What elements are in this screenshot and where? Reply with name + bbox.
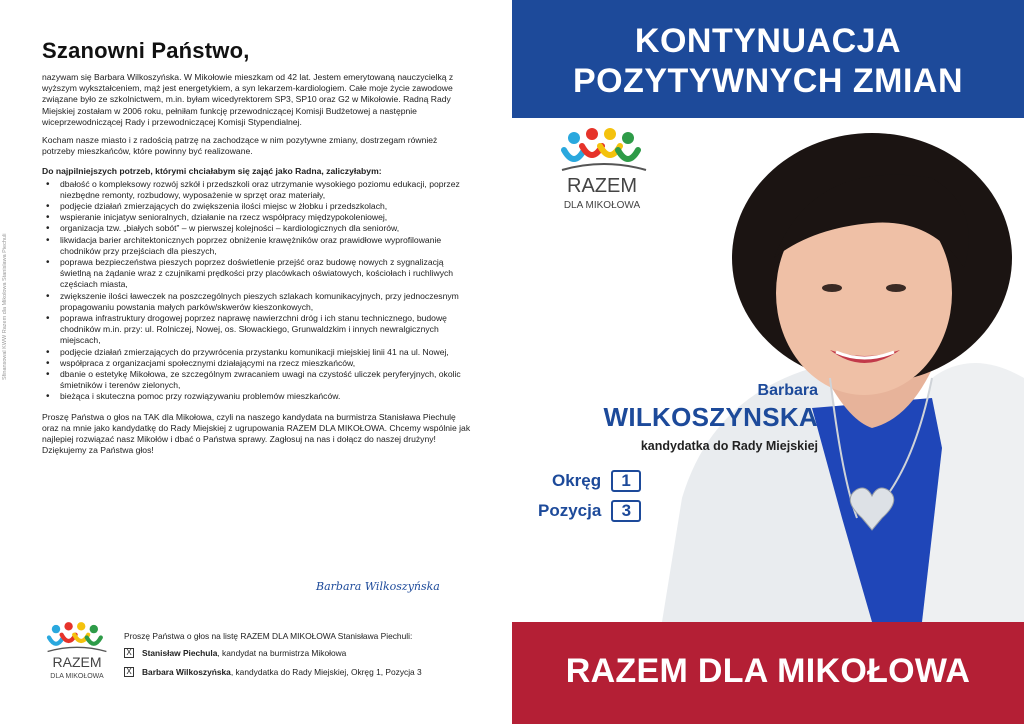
district-label: Okręg xyxy=(552,471,602,490)
vote-intro: Proszę Państwa o głos na listę RAZEM DLA MIKOŁOWA Stanisława Piechuli: xyxy=(124,631,413,641)
logo-word: RAZEM xyxy=(567,175,637,197)
district-number: 1 xyxy=(611,470,641,492)
cover-page xyxy=(512,0,1024,724)
razem-logo xyxy=(552,128,652,218)
vote-row-mayor xyxy=(124,648,346,658)
side-note: Sfinansowal KWW Razem dla Mikolowa Stanislawa Piechuli xyxy=(2,233,8,380)
letter-greeting: Szanowni Państwo, xyxy=(42,38,250,63)
signature: Barbara Wilkoszyńska xyxy=(316,580,440,593)
header-band xyxy=(512,0,1024,118)
district-block xyxy=(552,470,641,492)
position-number: 3 xyxy=(611,500,641,522)
logo-sub: DLA MIKOŁOWA xyxy=(50,673,104,681)
list-item: • likwidacja barier architektonicznych poprzez obniżenie krawężników oraz prawidłowe wyprofilowanie chodników przy przejściach dla pieszych, xyxy=(42,235,472,257)
list-item: • dbanie o estetykę Mikołowa, ze szczególnym zwracaniem uwagi na czystość uliczek peryferyjnych, okolic śmietników i terenów zielonych, xyxy=(42,369,472,391)
checkbox-mark: X xyxy=(124,648,134,658)
list-item: • dbałość o kompleksowy rozwój szkół i przedszkoli oraz utrzymanie wysokiego poziomu edukacji, poprzez niezbędne remonty, rozbudowy, wyposażenie w sprzęt oraz materiały, xyxy=(42,179,472,201)
candidate-first-name: Barbara xyxy=(757,382,818,399)
vote-row-council xyxy=(124,667,422,677)
vote-name: Barbara Wilkoszyńska xyxy=(142,667,231,677)
list-item: • bieżąca i skuteczna pomoc przy rozwiązywaniu problemów mieszkańców. xyxy=(42,391,472,402)
vote-desc: , kandydatka do Rady Miejskiej, Okręg 1, Pozycja 3 xyxy=(230,667,422,677)
list-item: • organizacja tzw. „białych sobót” – w pierwszej kolejności – kardiologicznych dla seniorów, xyxy=(42,223,472,234)
list-item: • podjęcie działań zmierzających do zwiększenia ilości miejsc w żłobku i przedszkolach, xyxy=(42,201,472,212)
candidate-block xyxy=(604,382,818,453)
list-item: • podjęcie działań zmierzających do przywrócenia przystanku komunikacji miejskiej linii 41 na ul. Nowej, xyxy=(42,347,472,358)
letter-paragraph: Kocham nasze miasto i z radością patrzę na zachodzące w nim pozytywne zmiany, dostrzegam również potrzeby mieszkańców, które powinny być realizowane. xyxy=(42,135,438,157)
position-label: Pozycja xyxy=(538,501,602,520)
list-item: • poprawa infrastruktury drogowej poprzez naprawę nawierzchni dróg i ich stanu technicznego, budowę chodników m.in. przy: ul. Rolniczej, Nowej, os. Słowackiego, Grunwaldzkim i innych newralgicznych miejscach, xyxy=(42,313,472,347)
logo-word: RAZEM xyxy=(52,653,102,670)
header-line-1: KONTYNUACJA xyxy=(634,22,902,60)
letter-intro: nazywam się Barbara Wilkoszyńska. W Mikołowie mieszkam od 42 lat. Jestem emerytowaną nauczycielką z wyższym wykształceniem, mąż jest energetykiem, a syn lekarzem-kardiologiem. Całe moje życie zawodowe związane było ze szkolnictwem, m.in. byłam wicedyrektorem SP3, SP10 oraz G2 w Mikołowie. Radną Rady Miejskiej zostałam w 2006 roku, pełniłam funkcję przewodniczącej Komisji Budżetowej a następnie wiceprzewodniczącej Rady i przewodniczącej Komisji Stypendialnej. xyxy=(42,72,454,127)
footer-band xyxy=(512,622,1024,724)
vote-desc: , kandydat na burmistrza Mikołowa xyxy=(217,648,347,658)
list-item: • poprawa bezpieczeństwa pieszych poprzez doświetlenie przejść oraz budowę nowych z sygnalizacją świetlną na żądanie wraz z czujnikami prędkości przy placówkach oświatowych, kościołach i ruchliwych częściach miasta, xyxy=(42,257,472,291)
needs-heading: Do najpilniejszych potrzeb, którymi chciałabym się zająć jako Radna, zaliczyłabym: xyxy=(42,166,382,177)
letter-body xyxy=(42,72,472,466)
list-item: • zwiększenie ilości ławeczek na poszczególnych pieszych szlakach komunikacyjnych, przy jednoczesnym propagowaniu powstania małych parków/skwerów kieszonkowych, xyxy=(42,291,472,313)
vote-name: Stanisław Piechula xyxy=(142,648,218,658)
razem-logo-small xyxy=(42,622,112,688)
list-item: • współpraca z organizacjami społecznymi działającymi na rzecz mieszkańców, xyxy=(42,358,472,369)
needs-list xyxy=(42,179,472,403)
header-line-2: POZYTYWNYCH ZMIAN xyxy=(572,62,964,100)
list-item: • wspieranie inicjatyw senioralnych, działanie na rzecz współpracy międzypokoleniowej, xyxy=(42,212,472,223)
checkbox-mark: X xyxy=(124,667,134,677)
logo-sub: DLA MIKOŁOWA xyxy=(563,200,641,211)
position-block xyxy=(538,500,641,522)
letter-closing: Proszę Państwa o głos na TAK dla Mikołowa, czyli na naszego kandydata na burmistrza Stanisława Piechulę oraz na mnie jako kandydatkę do Rady Miejskiej z ugrupowania RAZEM DLA MIKOŁOWA. Chcemy wspólnie jak najlepiej rozwiązać nasz Mikołów i dbać o Państwa sprawy. Zagłosuj na nas i dołącz do naszej drużyny! Dziękujemy za Państwa głos! xyxy=(42,411,471,456)
candidate-role: kandydatka do Rady Miejskiej xyxy=(640,439,818,453)
candidate-last-name: WILKOSZYNSKA xyxy=(603,402,818,432)
footer-slogan: RAZEM DLA MIKOŁOWA xyxy=(565,652,971,690)
